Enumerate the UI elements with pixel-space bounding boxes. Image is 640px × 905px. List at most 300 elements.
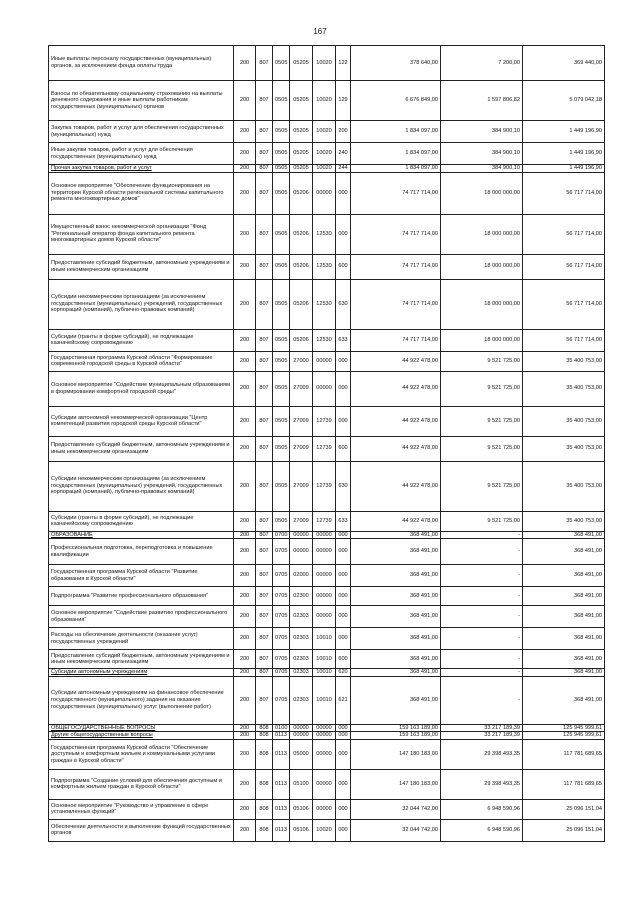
row-name-text: Предоставление субсидий бюджетным, автономным учреждениям и иным некоммерческим организациям (51, 260, 230, 273)
row-name (49, 371, 234, 406)
code-direction-text: 12530 (316, 230, 332, 237)
code-ministry-text: 808 (259, 806, 269, 813)
code-direction-text: 10010 (316, 635, 332, 642)
table-row (49, 724, 605, 732)
amount-executed-text: 9 521 725,00 (487, 517, 520, 524)
amount-approved-text: 32 044 742,00 (402, 827, 438, 834)
code-subsection-text: 0505 (275, 59, 288, 66)
code-expense-type (336, 46, 351, 81)
row-name (49, 650, 234, 669)
code-subsection-text: 0505 (275, 357, 288, 364)
row-name (49, 165, 234, 173)
amount-remaining (523, 329, 605, 351)
code-expense-type (336, 279, 351, 329)
row-name-text: Субсидии (гранты в форме субсидий), не подлежащие казначейскому сопровождению (51, 514, 194, 528)
code-direction (313, 351, 336, 371)
code-section (234, 351, 256, 371)
code-program-text: 00000 (293, 548, 309, 555)
amount-remaining-text: 368 491,00 (574, 696, 602, 703)
amount-remaining (523, 799, 605, 819)
code-subsection (273, 732, 290, 740)
code-direction-text: 00000 (316, 781, 332, 788)
amount-approved (351, 165, 441, 173)
row-name-text: ОБЩЕГОСУДАРСТВЕННЫЕ ВОПРОСЫ (51, 724, 156, 731)
amount-remaining-text: 368 491,00 (574, 613, 602, 620)
code-ministry (256, 461, 273, 511)
code-program (290, 650, 313, 669)
amount-approved (351, 121, 441, 143)
code-subsection-text: 0505 (275, 385, 288, 392)
row-name-text: Субсидии некоммерческим организациям (за исключением государственных (муниципальных) учреждений, государственных корпораций (компаний), публично-правовых компаний) (51, 294, 223, 314)
amount-approved-text: 368 491,00 (410, 572, 438, 579)
table-row (49, 143, 605, 165)
table-row (49, 669, 605, 677)
amount-approved (351, 172, 441, 214)
code-subsection (273, 724, 290, 732)
amount-remaining-text: 1 449 196,90 (569, 165, 602, 171)
code-program-text: 05106 (293, 827, 309, 834)
code-subsection-text: 0705 (275, 696, 288, 703)
code-ministry-text: 807 (259, 385, 269, 392)
amount-remaining-text: 368 491,00 (574, 592, 602, 599)
row-name-text: ОБРАЗОВАНИЕ (51, 531, 93, 538)
code-section (234, 531, 256, 539)
amount-approved (351, 436, 441, 461)
code-subsection-text: 0113 (275, 732, 288, 739)
amount-approved (351, 214, 441, 254)
amount-remaining-text: 1 449 196,90 (569, 150, 602, 157)
code-direction-text: 00000 (316, 732, 332, 739)
table-row (49, 351, 605, 371)
code-section-text: 200 (239, 696, 250, 703)
code-direction-text: 12739 (316, 517, 332, 524)
row-name-text: Субсидии автономным учреждениям (51, 669, 148, 676)
row-name (49, 676, 234, 724)
amount-approved (351, 511, 441, 531)
code-ministry-text: 807 (259, 635, 269, 642)
code-subsection (273, 165, 290, 173)
code-subsection-text: 0505 (275, 336, 288, 343)
table-row (49, 511, 605, 531)
code-subsection (273, 436, 290, 461)
code-ministry-text: 807 (259, 230, 269, 237)
code-expense-type (336, 587, 351, 606)
code-section-text: 200 (239, 781, 250, 788)
code-direction (313, 329, 336, 351)
code-expense-type (336, 81, 351, 121)
amount-approved-text: 368 491,00 (410, 696, 438, 703)
amount-approved-text: 368 491,00 (410, 635, 438, 642)
row-name (49, 732, 234, 740)
amount-executed (441, 121, 523, 143)
amount-remaining-text: 369 440,00 (574, 59, 602, 66)
amount-executed-text: 384 900,10 (492, 128, 520, 135)
code-program (290, 676, 313, 724)
code-ministry-text: 807 (259, 417, 269, 424)
amount-executed-text: 29 398 493,35 (484, 781, 520, 788)
code-expense-type-text: 000 (338, 751, 348, 758)
table-row (49, 461, 605, 511)
code-subsection (273, 254, 290, 279)
amount-executed (441, 676, 523, 724)
code-program-text: 05206 (293, 336, 309, 343)
code-section-text: 200 (239, 669, 250, 676)
amount-remaining (523, 565, 605, 587)
code-program (290, 819, 313, 841)
code-direction (313, 628, 336, 650)
code-section-text: 200 (239, 635, 250, 642)
code-program-text: 00000 (293, 732, 309, 739)
code-subsection-text: 0505 (275, 165, 288, 171)
code-ministry-text: 807 (259, 655, 269, 662)
code-expense-type-text: 600 (338, 655, 348, 662)
code-direction (313, 539, 336, 565)
code-expense-type-text: 000 (338, 189, 348, 196)
code-section (234, 511, 256, 531)
row-name-text: Подпрограмма "Развитие профессионального образования" (51, 592, 209, 599)
code-direction-text: 00000 (316, 189, 332, 196)
code-expense-type-text: 000 (338, 230, 348, 237)
amount-remaining (523, 254, 605, 279)
code-program (290, 172, 313, 214)
code-expense-type (336, 724, 351, 732)
code-program-text: 05000 (293, 751, 309, 758)
amount-executed (441, 511, 523, 531)
amount-executed (441, 329, 523, 351)
code-direction (313, 565, 336, 587)
table-row (49, 531, 605, 539)
code-program-text: 27009 (293, 482, 309, 489)
amount-executed (441, 436, 523, 461)
code-program (290, 732, 313, 740)
amount-approved (351, 371, 441, 406)
code-section (234, 669, 256, 677)
amount-approved (351, 539, 441, 565)
code-program-text: 02000 (293, 572, 309, 579)
table-row (49, 587, 605, 606)
amount-approved (351, 799, 441, 819)
amount-executed-text: 9 521 725,00 (487, 482, 520, 489)
row-name-text: Расходы на обеспечение деятельности (оказание услуг) государственных учреждений (51, 632, 198, 645)
code-subsection (273, 172, 290, 214)
code-program (290, 669, 313, 677)
code-subsection (273, 628, 290, 650)
amount-executed-text: - (518, 531, 520, 538)
code-direction (313, 587, 336, 606)
code-direction-text: 00000 (316, 592, 332, 599)
code-direction-text: 00000 (316, 613, 332, 620)
amount-remaining (523, 436, 605, 461)
code-section (234, 165, 256, 173)
row-name-text: Иные выплаты персоналу государственных (муниципальных) органов, за исключением фонда оплаты труда (51, 56, 212, 69)
amount-remaining-text: 125 945 999,61 (563, 724, 602, 731)
row-name (49, 511, 234, 531)
code-direction-text: 00000 (316, 806, 332, 813)
code-program-text: 02303 (293, 669, 309, 676)
amount-remaining-text: 35 400 753,00 (566, 385, 602, 392)
row-name (49, 628, 234, 650)
amount-remaining (523, 165, 605, 173)
code-direction-text: 12739 (316, 482, 332, 489)
code-program (290, 165, 313, 173)
amount-executed-text: 18 000 000,00 (484, 263, 520, 270)
amount-approved-text: 368 491,00 (410, 592, 438, 599)
code-subsection-text: 0705 (275, 548, 288, 555)
code-subsection-text: 0705 (275, 592, 288, 599)
code-section-text: 200 (239, 336, 250, 343)
amount-approved-text: 147 180 183,00 (399, 781, 438, 788)
amount-remaining (523, 351, 605, 371)
code-direction (313, 724, 336, 732)
code-subsection (273, 46, 290, 81)
amount-executed (441, 461, 523, 511)
code-ministry (256, 279, 273, 329)
code-ministry-text: 807 (259, 613, 269, 620)
code-expense-type-text: 000 (338, 724, 348, 731)
amount-approved (351, 461, 441, 511)
code-section (234, 172, 256, 214)
code-expense-type (336, 769, 351, 799)
code-section (234, 371, 256, 406)
code-subsection-text: 0700 (275, 531, 288, 538)
code-program (290, 121, 313, 143)
amount-executed-text: 18 000 000,00 (484, 230, 520, 237)
amount-approved-text: 368 491,00 (410, 531, 438, 538)
code-section (234, 819, 256, 841)
code-subsection-text: 0505 (275, 263, 288, 270)
code-program (290, 724, 313, 732)
code-ministry-text: 807 (259, 517, 269, 524)
code-ministry (256, 587, 273, 606)
code-subsection (273, 406, 290, 436)
code-ministry (256, 650, 273, 669)
code-section-text: 200 (239, 59, 250, 66)
code-ministry (256, 769, 273, 799)
code-expense-type-text: 000 (338, 806, 348, 813)
code-expense-type-text: 633 (338, 336, 348, 343)
amount-approved (351, 676, 441, 724)
table-row (49, 371, 605, 406)
code-direction (313, 214, 336, 254)
amount-remaining-text: 1 449 196,90 (569, 128, 602, 135)
code-expense-type (336, 121, 351, 143)
code-expense-type (336, 461, 351, 511)
code-subsection-text: 0505 (275, 445, 288, 452)
amount-approved-text: 74 717 714,00 (402, 263, 438, 270)
code-expense-type-text: 000 (338, 732, 348, 739)
code-program (290, 371, 313, 406)
amount-remaining (523, 46, 605, 81)
code-direction (313, 165, 336, 173)
code-section (234, 769, 256, 799)
code-direction (313, 254, 336, 279)
code-expense-type (336, 732, 351, 740)
code-direction-text: 00000 (316, 751, 332, 758)
code-ministry-text: 807 (259, 300, 269, 307)
amount-remaining (523, 628, 605, 650)
code-subsection (273, 214, 290, 254)
code-ministry-text: 807 (259, 592, 269, 599)
code-ministry (256, 165, 273, 173)
code-subsection (273, 329, 290, 351)
amount-approved (351, 628, 441, 650)
code-program (290, 531, 313, 539)
table-row (49, 650, 605, 669)
amount-executed (441, 254, 523, 279)
code-expense-type-text: 000 (338, 613, 348, 620)
amount-remaining-text: 56 717 714,00 (566, 263, 602, 270)
amount-remaining-text: 35 400 753,00 (566, 357, 602, 364)
code-subsection (273, 587, 290, 606)
code-section-text: 200 (239, 827, 250, 834)
table-row (49, 279, 605, 329)
code-section-text: 200 (239, 724, 250, 731)
amount-executed (441, 587, 523, 606)
amount-executed-text: 9 521 725,00 (487, 357, 520, 364)
amount-executed (441, 214, 523, 254)
code-ministry-text: 807 (259, 572, 269, 579)
amount-approved-text: 378 640,00 (410, 59, 438, 66)
amount-approved-text: 368 491,00 (410, 613, 438, 620)
amount-remaining (523, 676, 605, 724)
row-name (49, 351, 234, 371)
code-section-text: 200 (239, 655, 250, 662)
code-direction-text: 00000 (316, 385, 332, 392)
row-name (49, 254, 234, 279)
code-ministry (256, 739, 273, 769)
code-program (290, 436, 313, 461)
code-ministry (256, 329, 273, 351)
code-ministry-text: 807 (259, 357, 269, 364)
table-row (49, 565, 605, 587)
row-name (49, 329, 234, 351)
code-program-text: 02300 (293, 592, 309, 599)
code-ministry (256, 732, 273, 740)
code-expense-type-text: 000 (338, 781, 348, 788)
code-section (234, 724, 256, 732)
row-name-text: Основное мероприятие "Руководство и управление в сфере установленных функций" (51, 802, 209, 816)
row-name-text: Основное мероприятие "Содействие развитию профессионального образования" (51, 610, 228, 623)
code-program-text: 05106 (293, 806, 309, 813)
code-expense-type (336, 351, 351, 371)
amount-executed-text: 1 597 806,82 (487, 97, 520, 104)
code-section (234, 436, 256, 461)
code-program (290, 511, 313, 531)
code-direction-text: 00000 (316, 531, 332, 538)
code-ministry (256, 531, 273, 539)
code-ministry (256, 351, 273, 371)
code-expense-type-text: 000 (338, 548, 348, 555)
amount-remaining (523, 81, 605, 121)
code-expense-type (336, 436, 351, 461)
code-ministry (256, 371, 273, 406)
amount-executed-text: 9 521 725,00 (487, 445, 520, 452)
amount-remaining (523, 539, 605, 565)
amount-approved-text: 44 922 478,00 (402, 482, 438, 489)
amount-executed (441, 371, 523, 406)
amount-remaining (523, 214, 605, 254)
code-section (234, 650, 256, 669)
row-name (49, 819, 234, 841)
code-program (290, 351, 313, 371)
amount-remaining (523, 143, 605, 165)
code-subsection (273, 531, 290, 539)
code-program (290, 81, 313, 121)
amount-executed (441, 165, 523, 173)
amount-remaining-text: 125 945 999,61 (563, 732, 602, 739)
code-ministry (256, 143, 273, 165)
code-section-text: 200 (239, 128, 250, 135)
code-direction-text: 00000 (316, 357, 332, 364)
code-subsection (273, 799, 290, 819)
code-direction (313, 799, 336, 819)
code-direction (313, 650, 336, 669)
row-name-text: Государственная программа Курской области "Развитие образования в Курской области" (51, 569, 198, 582)
amount-approved (351, 587, 441, 606)
amount-remaining (523, 769, 605, 799)
amount-remaining-text: 35 400 753,00 (566, 482, 602, 489)
amount-remaining-text: 35 400 753,00 (566, 445, 602, 452)
code-subsection (273, 650, 290, 669)
code-program (290, 461, 313, 511)
code-subsection-text: 0505 (275, 517, 288, 524)
code-subsection-text: 0113 (275, 827, 288, 834)
amount-approved-text: 1 834 097,00 (405, 165, 438, 171)
table-row (49, 81, 605, 121)
code-expense-type-text: 244 (338, 165, 348, 171)
amount-remaining-text: 117 781 689,65 (563, 751, 602, 758)
code-ministry (256, 81, 273, 121)
code-direction-text: 00000 (316, 548, 332, 555)
amount-executed (441, 46, 523, 81)
amount-approved (351, 650, 441, 669)
amount-remaining (523, 531, 605, 539)
amount-approved (351, 279, 441, 329)
amount-remaining-text: 368 491,00 (574, 655, 602, 662)
code-ministry-text: 807 (259, 482, 269, 489)
code-subsection-text: 0113 (275, 781, 288, 788)
table-row (49, 329, 605, 351)
amount-approved-text: 159 163 189,00 (399, 732, 438, 739)
table-row (49, 121, 605, 143)
code-program-text: 05205 (293, 97, 309, 104)
code-expense-type (336, 406, 351, 436)
code-ministry-text: 808 (259, 827, 269, 834)
code-expense-type (336, 676, 351, 724)
amount-executed (441, 628, 523, 650)
code-expense-type-text: 000 (338, 417, 348, 424)
amount-remaining (523, 724, 605, 732)
amount-remaining (523, 461, 605, 511)
amount-remaining-text: 368 491,00 (574, 572, 602, 579)
amount-executed (441, 531, 523, 539)
amount-approved (351, 81, 441, 121)
code-direction-text: 00000 (316, 724, 332, 731)
amount-executed-text: 384 900,10 (492, 165, 520, 171)
code-ministry-text: 807 (259, 669, 269, 676)
code-ministry (256, 511, 273, 531)
code-section (234, 81, 256, 121)
code-direction-text: 10020 (316, 59, 332, 66)
row-name (49, 46, 234, 81)
code-direction (313, 46, 336, 81)
amount-executed (441, 539, 523, 565)
code-ministry (256, 214, 273, 254)
code-direction (313, 739, 336, 769)
code-subsection (273, 676, 290, 724)
code-direction (313, 172, 336, 214)
code-section-text: 200 (239, 97, 250, 104)
